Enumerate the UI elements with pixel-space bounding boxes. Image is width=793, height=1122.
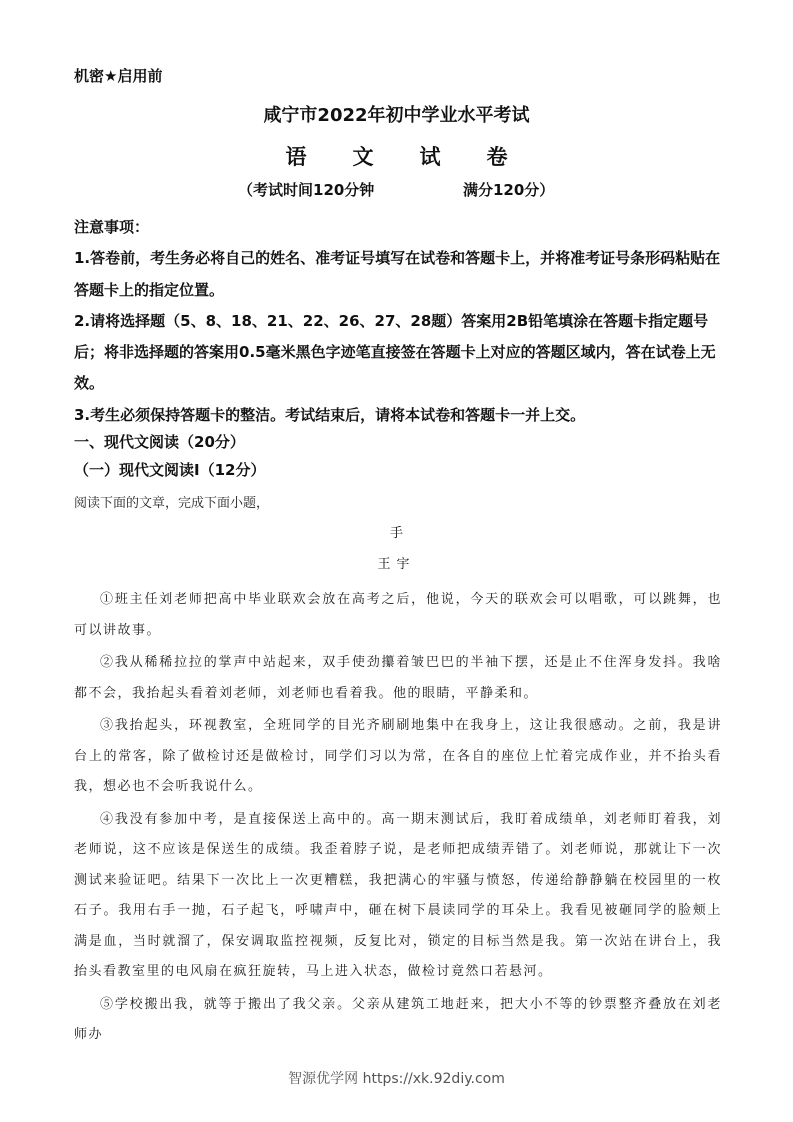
confidential-mark: 机密★启用前: [74, 67, 163, 85]
exam-title: 咸宁市2022年初中学业水平考试: [263, 105, 530, 126]
subject-char: 卷: [486, 145, 508, 169]
article-paragraph: ③我抬起头，环视教室，全班同学的目光齐刷刷地集中在我身上，这让我很感动。之前，我是讲台上的常客，除了做检讨还是做检讨，同学们习以为常，在各自的座位上忙着完成作业，并不抬头看我，想必也不会听我说什么。: [74, 718, 722, 794]
note-item: 3.考生必须保持答题卡的整洁。考试结束后，请将本试卷和答题卡一并上交。: [74, 405, 586, 424]
subject-title: [0, 143, 793, 171]
article-paragraph: ⑤学校搬出我，就等于搬出了我父亲。父亲从建筑工地赶来，把大小不等的钞票整齐叠放在刘老师办: [74, 996, 722, 1042]
subject-char: 试: [419, 145, 441, 169]
article-paragraph: ①班主任刘老师把高中毕业联欢会放在高考之后，他说，今天的联欢会可以唱歌，可以跳舞，也可以讲故事。: [74, 592, 722, 638]
subject-char: 文: [352, 145, 374, 169]
footer-watermark: 智源优学网 https://xk.92diy.com: [288, 1071, 505, 1087]
notes-heading: 注意事项：: [74, 218, 150, 236]
note-item: 2.请将选择题（5、8、18、21、22、26、27、28题）答案用2B铅笔填涂在答题卡指定题号后；将非选择题的答案用0.5毫米黑色字迹笔直接签在答题卡上对应的答题区域内，答在试卷上无效。: [74, 311, 716, 393]
article-paragraph: ②我从稀稀拉拉的掌声中站起来，双手使劲攥着皱巴巴的半袖下摆，还是止不住浑身发抖。我啥都不会，我抬起头看着刘老师，刘老师也看着我。他的眼睛，平静柔和。: [74, 655, 722, 701]
note-item: 1.答卷前，考生务必将自己的姓名、准考证号填写在试卷和答题卡上，并将准考证号条形码粘贴在答题卡上的指定位置。: [74, 249, 721, 299]
article-title: 手: [389, 526, 403, 541]
article-paragraph: ④我没有参加中考，是直接保送上高中的。高一期末测试后，我盯着成绩单，刘老师盯着我，刘老师说，这不应该是保送生的成绩。我歪着脖子说，是老师把成绩弄错了。刘老师说，那就让下一次测试来验证吧。结果下一次比上一次更糟糕，我把满心的牢骚与愤怒，传递给静静躺在校园里的一枚石子。我用右手一抛，石子起飞，呼啸声中，砸在树下晨读同学的耳朵上。我看见被砸同学的脸颊上满是血，当时就溜了，保安调取监控视频，反复比对，锁定的目标当然是我。第一次站在讲台上，我抬头看教室里的电风扇在疯狂旋转，马上进入状态，做检讨竟然口若悬河。: [74, 811, 722, 979]
subject-char: 语: [285, 145, 307, 169]
notes-section: [74, 212, 722, 431]
exam-time: （考试时间120分钟: [238, 181, 375, 199]
subsection-title: （一）现代文阅读Ⅰ（12分）: [74, 461, 266, 479]
full-score: 满分120分）: [463, 181, 555, 199]
reading-instruction: 阅读下面的文章，完成下面小题，: [74, 496, 270, 511]
section-title: 一、现代文阅读（20分）: [74, 433, 245, 451]
article-author: 王宇: [377, 557, 416, 572]
article-body: [74, 585, 722, 1053]
